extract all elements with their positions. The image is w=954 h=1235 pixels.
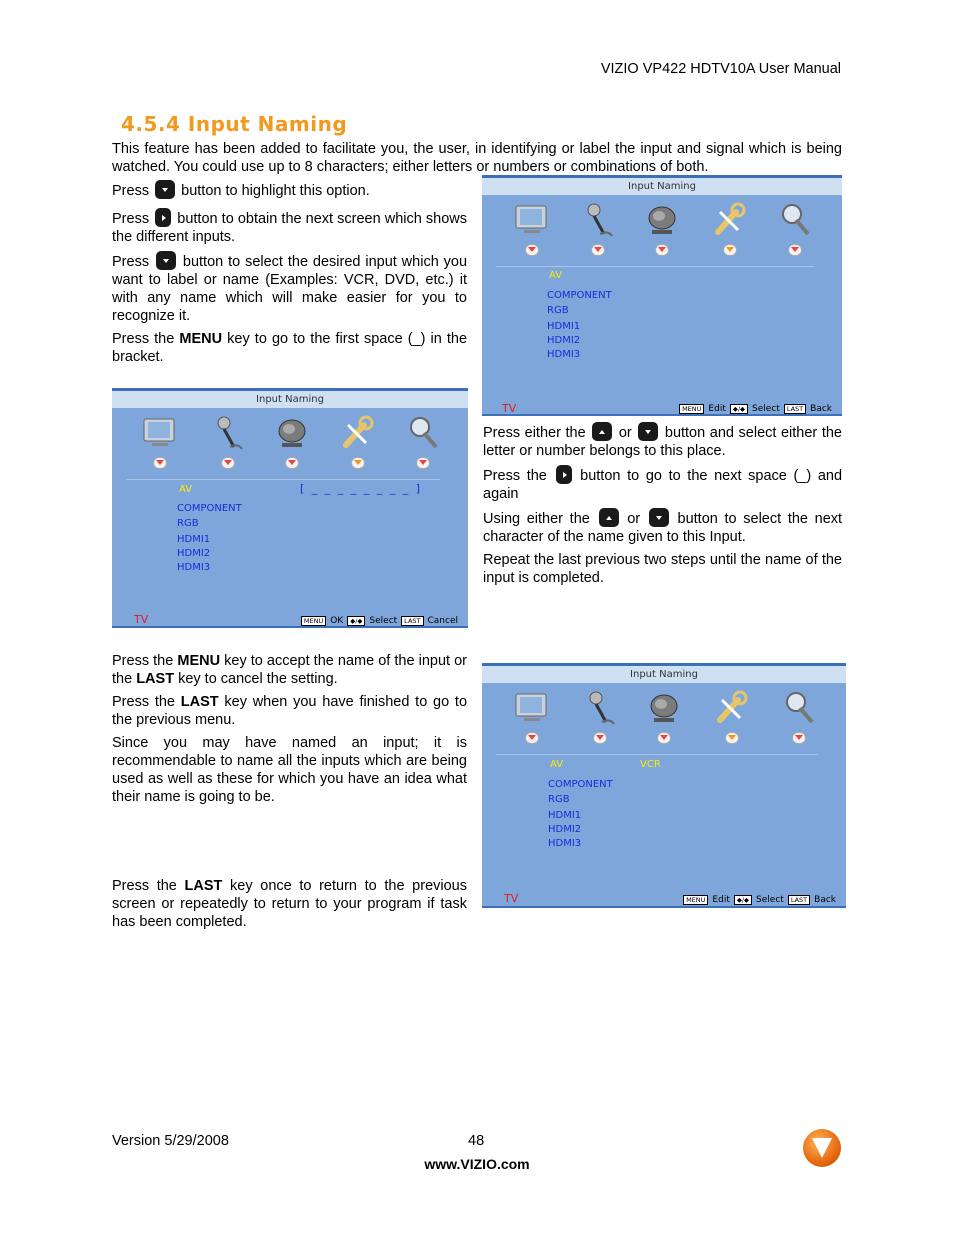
left-steps xyxy=(112,180,467,366)
osd-input-av[interactable]: AV xyxy=(549,270,563,281)
menu-arrow-icon xyxy=(593,732,607,744)
right-steps xyxy=(483,422,842,587)
osd-screen-named xyxy=(482,663,846,908)
step-3: Press button to select the desired input which you want to label or name (Examples: VCR, DVD, etc.) it with any name which will make easier for you to recognize it. xyxy=(112,251,467,325)
step-1: Press button to highlight this option. xyxy=(112,180,467,200)
step-2: Press button to obtain the next screen which shows the different inputs. xyxy=(112,208,467,246)
page-number: 48 xyxy=(468,1133,485,1149)
menu-arrow-selected-icon xyxy=(723,244,737,256)
magnifier-key-icon xyxy=(778,688,818,728)
step-b3: Since you may have named an input; it is recommendable to name all the inputs which are being used as well as these for which you have an idea what their name is going to be. xyxy=(112,735,467,805)
menu-arrow-icon xyxy=(792,732,806,744)
microphone-icon xyxy=(208,413,248,453)
step-b2: Press the LAST key when you have finished to go to the previous menu. xyxy=(112,694,468,728)
osd-title: Input Naming xyxy=(112,391,468,408)
step-r2: Press the button to go to the next space (_) and again xyxy=(483,465,842,503)
step-r1: Press either the or button and select either the letter or number belongs to this place. xyxy=(483,422,842,460)
osd-icon-row xyxy=(112,413,468,473)
name-entry-bracket[interactable]: [ _ _ _ _ _ _ _ _ ] xyxy=(300,482,423,495)
menu-arrow-icon xyxy=(788,244,802,256)
osd-title: Input Naming xyxy=(482,178,842,195)
intro-paragraph: This feature has been added to facilitate you, the user, in identifying or label the input and signal which is being watched. You could use up to 8 characters; either letters or numbers or combinations of both. xyxy=(112,141,842,175)
menu-arrow-icon xyxy=(525,732,539,744)
satellite-dish-icon xyxy=(642,200,682,240)
magnifier-key-icon xyxy=(774,200,814,240)
tv-icon xyxy=(512,200,552,240)
microphone-icon xyxy=(580,688,620,728)
osd-source: TV xyxy=(134,613,149,626)
osd-footer: MENU OK ◆/◆ Select LAST Cancel xyxy=(301,616,458,626)
osd-input-hdmi1[interactable]: HDMI1 xyxy=(177,534,211,545)
manual-title: VIZIO VP422 HDTV10A User Manual xyxy=(600,61,841,77)
wrench-icon xyxy=(338,413,378,453)
right-button-icon xyxy=(556,465,572,484)
osd-input-hdmi3[interactable]: HDMI3 xyxy=(177,562,211,573)
osd-input-hdmi2[interactable]: HDMI2 xyxy=(547,335,581,346)
wrench-icon xyxy=(712,688,752,728)
osd-source: TV xyxy=(502,402,517,415)
microphone-icon xyxy=(578,200,618,240)
osd-icon-row xyxy=(482,200,842,260)
osd-footer: MENU Edit ◆/◆ Select LAST Back xyxy=(683,895,836,905)
osd-screen-input-list xyxy=(482,175,842,416)
menu-arrow-icon xyxy=(655,244,669,256)
osd-divider xyxy=(496,266,814,267)
menu-arrow-icon xyxy=(591,244,605,256)
osd-title: Input Naming xyxy=(482,666,846,683)
step-r4: Repeat the last previous two steps until the name of the input is completed. xyxy=(483,552,842,586)
down-button-icon xyxy=(649,508,669,527)
down-button-icon xyxy=(638,422,658,441)
osd-input-av[interactable]: AV xyxy=(179,484,193,495)
menu-arrow-icon xyxy=(221,457,235,469)
osd-icon-row xyxy=(482,688,846,748)
osd-input-av[interactable]: AV xyxy=(550,759,564,770)
menu-arrow-icon xyxy=(657,732,671,744)
osd-footer: MENU Edit ◆/◆ Select LAST Back xyxy=(679,404,832,414)
osd-input-hdmi3[interactable]: HDMI3 xyxy=(548,838,582,849)
footer-url[interactable]: www.VIZIO.com xyxy=(424,1156,530,1172)
section-title: 4.5.4 Input Naming xyxy=(121,112,348,136)
step-r3: Using either the or button to select the next character of the name given to this Input. xyxy=(483,508,842,546)
menu-arrow-icon xyxy=(416,457,430,469)
bottom-left-final xyxy=(112,877,467,931)
down-button-icon xyxy=(156,251,176,270)
osd-divider xyxy=(126,479,440,480)
osd-screen-naming xyxy=(112,388,468,628)
menu-arrow-icon xyxy=(525,244,539,256)
osd-input-component[interactable]: COMPONENT xyxy=(548,779,613,790)
vizio-logo-icon xyxy=(803,1129,841,1167)
up-button-icon xyxy=(592,422,612,441)
wrench-icon xyxy=(710,200,750,240)
osd-input-hdmi2[interactable]: HDMI2 xyxy=(177,548,211,559)
down-button-icon xyxy=(155,180,175,199)
menu-arrow-selected-icon xyxy=(351,457,365,469)
bottom-left-steps xyxy=(112,652,467,806)
menu-arrow-icon xyxy=(285,457,299,469)
up-button-icon xyxy=(599,508,619,527)
tv-icon xyxy=(512,688,552,728)
osd-divider xyxy=(496,754,818,755)
magnifier-key-icon xyxy=(402,413,442,453)
osd-input-rgb[interactable]: RGB xyxy=(177,518,199,529)
osd-source: TV xyxy=(504,892,519,905)
osd-input-rgb[interactable]: RGB xyxy=(548,794,570,805)
step-b4: Press the LAST key once to return to the previous screen or repeatedly to return to your program if task has been completed. xyxy=(112,878,467,930)
tv-icon xyxy=(140,413,180,453)
osd-input-hdmi2[interactable]: HDMI2 xyxy=(548,824,582,835)
right-button-icon xyxy=(155,208,171,227)
satellite-dish-icon xyxy=(644,688,684,728)
osd-input-component[interactable]: COMPONENT xyxy=(547,290,612,301)
menu-arrow-selected-icon xyxy=(725,732,739,744)
osd-input-rgb[interactable]: RGB xyxy=(547,305,569,316)
satellite-dish-icon xyxy=(272,413,312,453)
menu-arrow-icon xyxy=(153,457,167,469)
footer-version: Version 5/29/2008 xyxy=(112,1133,229,1149)
osd-input-hdmi1[interactable]: HDMI1 xyxy=(548,810,582,821)
step-b1: Press the MENU key to accept the name of the input or the LAST key to cancel the setting. xyxy=(112,653,468,687)
osd-input-component[interactable]: COMPONENT xyxy=(177,503,242,514)
osd-input-hdmi3[interactable]: HDMI3 xyxy=(547,349,581,360)
osd-input-name-value: VCR xyxy=(640,759,661,770)
osd-input-hdmi1[interactable]: HDMI1 xyxy=(547,321,581,332)
step-4: Press the MENU key to go to the first space (_) in the bracket. xyxy=(112,331,468,365)
